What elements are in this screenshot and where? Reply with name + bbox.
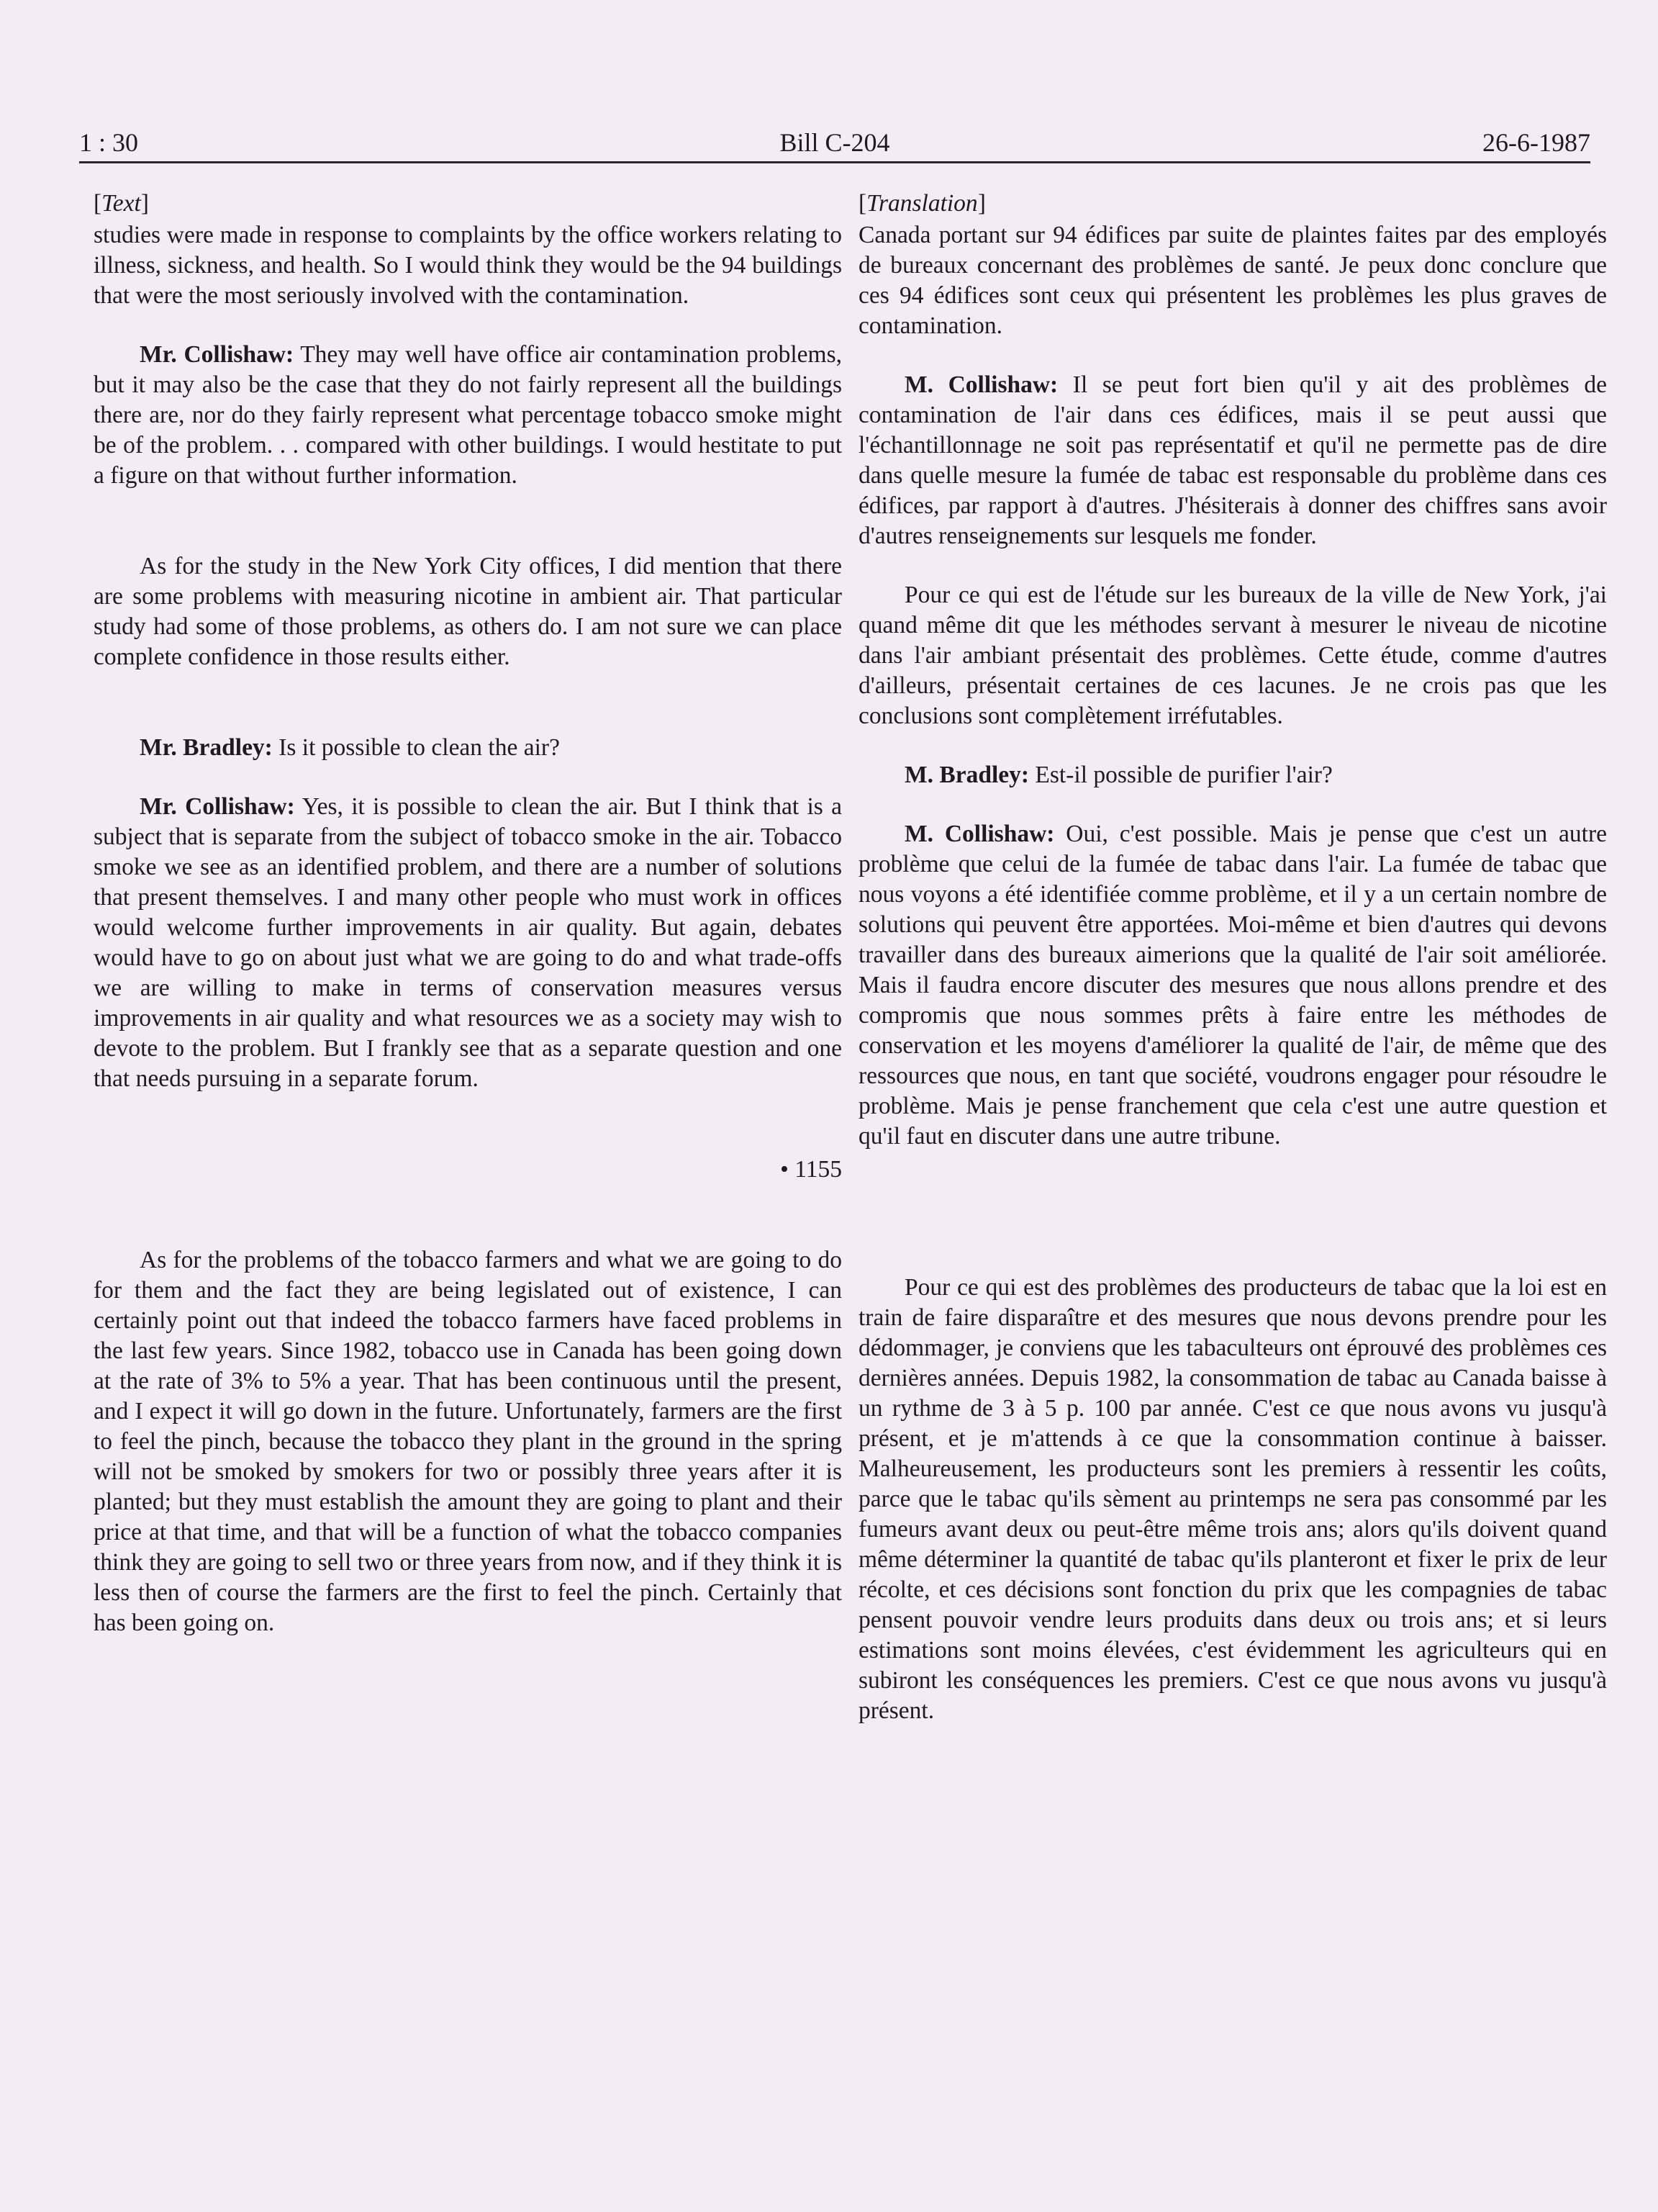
speaker-name: M. Collishaw: (905, 371, 1059, 398)
column-tag-translation: [Translation] (859, 190, 986, 217)
page-date: 26-6-1987 (1482, 128, 1590, 157)
speaker-name: Mr. Collishaw: (140, 793, 295, 820)
paragraph: Canada portant sur 94 édifices par suite de plaintes faites par des employés de bureaux concernant des problèmes de santé. Je peux donc conclure que ces 94 édifices sont ceux qui présentent les problèmes les plus graves de contamination. (859, 222, 1607, 339)
time-mark: • 1155 (780, 1156, 842, 1183)
paragraph: As for the study in the New York City offices, I did mention that there are some problems with measuring nicotine in ambient air. That particular study had some of those problems, as others do. I am not sure we can place complete confidence in those results either. (94, 553, 842, 670)
column-tag-text: [Text] (94, 190, 149, 217)
bill-title: Bill C-204 (779, 128, 890, 157)
paragraph: M. Collishaw: Il se peut fort bien qu'il y ait des problèmes de contamination de l'air dans ces édifices, mais il se peut aussi que l'échantillonnage ne soit pas représentatif et qu'il ne permette pas de dire dans quelle mesure la fumée de tabac est responsable du problème dans ces édifices, par rapport à d'autres. J'hésiterais à donner des chiffres sans avoir d'autres renseignements sur lesquels me fonder. (859, 371, 1608, 549)
paragraph: Mr. Collishaw: Yes, it is possible to clean the air. But I think that is a subject that is separate from the subject of tobacco smoke in the air. Tobacco smoke we see as an identified problem, and there are a number of solutions that present themselves. I and many other people who must work in offices would welcome further improvements in air quality. But again, debates would have to go on about just what we are going to do and what trade-offs we are willing to make in terms of conservation measures versus improvements in air quality and what resources we as a society may wish to devote to the problem. But I frankly see that as a separate question and one that needs pursuing in a separate forum. (94, 793, 842, 1092)
paragraph: Mr. Bradley: Is it possible to clean the air? (140, 734, 560, 761)
paragraph: Pour ce qui est des problèmes des producteurs de tabac que la loi est en train de faire disparaître et des mesures que nous devons prendre pour les dédommager, je conviens que les tabaculteurs ont éprouvé des problèmes ces dernières années. Depuis 1982, la consommation de tabac au Canada baisse à un rythme de 3 à 5 p. 100 par année. C'est ce que nous avons vu jusqu'à présent, et je m'attends à ce que la consommation continue à baisser. Malheureusement, les producteurs sont les premiers à ressentir les coûts, parce que le tabac qu'ils sèment au printemps ne sera pas consommé par les fumeurs avant deux ou peut-être même trois ans; alors qu'ils doivent quand même déterminer la quantité de tabac qu'ils planteront et fixer le prix de leur récolte, et ces décisions sont fonction du prix que les compagnies de tabac pensent pouvoir vendre leurs produits dans deux ou trois ans; et si leurs estimations sont moins élevées, c'est évidemment les agriculteurs qui en subiront les conséquences les premiers. C'est ce que nous avons vu jusqu'à présent. (859, 1274, 1607, 1724)
paragraph: As for the problems of the tobacco farmers and what we are going to do for them and the fact they are being legislated out of existence, I can certainly point out that indeed the tobacco farmers have faced problems in the last few years. Since 1982, tobacco use in Canada has been going down at the rate of 3% to 5% a year. That has been continuous until the present, and I expect it will go down in the future. Unfortunately, farmers are the first to feel the pinch, because the tobacco they plant in the ground in the spring will not be smoked by smokers for two or possibly three years after it is planted; but they must establish the amount they are going to plant and their price at that time, and that will be a function of what the tobacco companies think they are going to sell two or three years from now, and if they think it is less then of course the farmers are the first to feel the pinch. Certainly that has been going on. (94, 1247, 842, 1636)
english-column (94, 189, 842, 1638)
speaker-name: Mr. Bradley: (140, 734, 273, 761)
paragraph: M. Bradley: Est-il possible de purifier l'air? (905, 762, 1333, 788)
speaker-name: M. Bradley: (905, 762, 1030, 788)
paragraph: Mr. Collishaw: They may well have office air contamination problems, but it may also be the case that they do not fairly represent all the buildings there are, nor do they fairly represent what percentage tobacco smoke might be of the problem. . . compared with other buildings. I would hestitate to put a figure on that without further information. (94, 341, 842, 489)
page-header (79, 124, 1590, 163)
paragraph: Pour ce qui est de l'étude sur les bureaux de la ville de New York, j'ai quand même dit que les méthodes servant à mesurer le niveau de nicotine dans l'air ambiant présentait des problèmes. Cette étude, comme d'autres d'ailleurs, présentait certaines de ces lacunes. Je ne crois pas que les conclusions sont complètement irréfutables. (859, 582, 1607, 729)
paragraph: M. Collishaw: Oui, c'est possible. Mais je pense que c'est un autre problème que celui de la fumée de tabac dans l'air. La fumée de tabac que nous voyons a été identifiée comme problème, et il y a un certain nombre de solutions qui peuvent être apportées. Moi-même et bien d'autres qui devons travailler dans des bureaux aimerions que la qualité de l'air soit améliorée. Mais il faudra encore discuter des mesures que nous allons prendre et des compromis que nous sommes prêts à faire entre les méthodes de conservation et les moyens d'améliorer la qualité de l'air, de même que des ressources que nous, en tant que société, voudrons engager pour résoudre le problème. Mais je pense franchement que cela c'est une autre question et qu'il faut en discuter dans une autre tribune. (859, 821, 1607, 1150)
french-column (859, 189, 1607, 1726)
speaker-name: Mr. Collishaw: (140, 341, 294, 368)
speaker-name: M. Collishaw: (905, 821, 1055, 847)
page-number: 1 : 30 (79, 128, 139, 157)
paragraph: studies were made in response to complaints by the office workers relating to illness, sickness, and health. So I would think they would be the 94 buildings that were the most seriously involved with the contamination. (94, 222, 842, 309)
